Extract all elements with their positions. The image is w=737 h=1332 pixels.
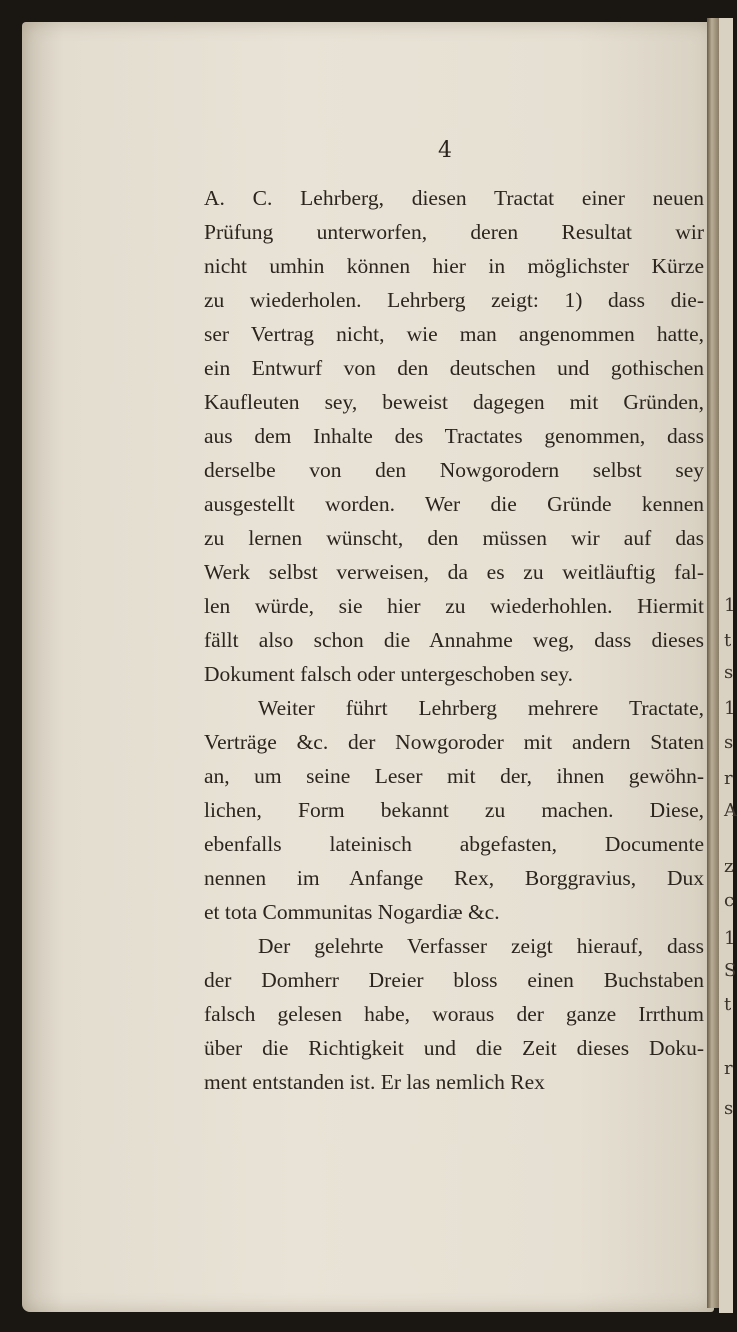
text-line: ment entstanden ist. Er las nemlich Rex	[204, 1070, 545, 1094]
facing-page-letter: 1	[724, 928, 736, 949]
text-line: Dokument falsch oder untergeschoben sey.	[204, 662, 573, 686]
facing-page-letter: 1	[724, 595, 736, 616]
text-line: Weiter führt Lehrberg mehrere Tractate,	[258, 696, 704, 720]
text-line: ebenfalls lateinisch abgefasten, Documente	[204, 832, 704, 856]
text-line: lichen, Form bekannt zu machen. Diese,	[204, 798, 704, 822]
text-line: aus dem Inhalte des Tractates genommen, dass	[204, 424, 704, 448]
text-line: über die Richtigkeit und die Zeit dieses Doku-	[204, 1036, 704, 1060]
text-line: Der gelehrte Verfasser zeigt hierauf, dass	[258, 934, 704, 958]
facing-page-letter: s	[724, 1098, 734, 1119]
text-line: derselbe von den Nowgorodern selbst sey	[204, 458, 704, 482]
facing-page-letter: r	[724, 1058, 733, 1079]
text-line: Verträge &c. der Nowgoroder mit andern Staten	[204, 730, 704, 754]
text-line: Kaufleuten sey, beweist dagegen mit Gründen,	[204, 390, 704, 414]
facing-page-letter: c	[724, 890, 735, 911]
text-line: ausgestellt worden. Wer die Gründe kennen	[204, 492, 704, 516]
facing-page-letter: s	[724, 662, 734, 683]
facing-page-letter: 1	[724, 698, 736, 719]
text-line: an, um seine Leser mit der, ihnen gewöhn-	[204, 764, 704, 788]
text-line: Werk selbst verweisen, da es zu weitläuftig fal-	[204, 560, 704, 584]
text-line: nennen im Anfange Rex, Borggravius, Dux	[204, 866, 704, 890]
book-gutter	[707, 18, 719, 1308]
facing-page-letter: S	[724, 960, 737, 981]
text-line: fällt also schon die Annahme weg, dass dieses	[204, 628, 704, 652]
text-line: falsch gelesen habe, woraus der ganze Irrthum	[204, 1002, 704, 1026]
facing-page-letter: t	[724, 630, 732, 651]
page-number: 4	[438, 138, 452, 163]
facing-page-letter: A	[724, 800, 737, 821]
text-line: len würde, sie hier zu wiederhohlen. Hiermit	[204, 594, 704, 618]
text-line: Prüfung unterworfen, deren Resultat wir	[204, 220, 704, 244]
text-line: ein Entwurf von den deutschen und gothischen	[204, 356, 704, 380]
text-line: ser Vertrag nicht, wie man angenommen hatte,	[204, 322, 704, 346]
facing-page-letter: z	[724, 856, 734, 877]
text-line: zu lernen wünscht, den müssen wir auf das	[204, 526, 704, 550]
facing-page-letter: s	[724, 732, 734, 753]
text-line: der Domherr Dreier bloss einen Buchstaben	[204, 968, 704, 992]
text-line: A. C. Lehrberg, diesen Tractat einer neuen	[204, 186, 704, 210]
text-line: et tota Communitas Nogardiæ &c.	[204, 900, 500, 924]
text-line: zu wiederholen. Lehrberg zeigt: 1) dass die-	[204, 288, 704, 312]
facing-page-letter: r	[724, 768, 733, 789]
text-line: nicht umhin können hier in möglichster Kürze	[204, 254, 704, 278]
facing-page-letter: t	[724, 994, 732, 1015]
